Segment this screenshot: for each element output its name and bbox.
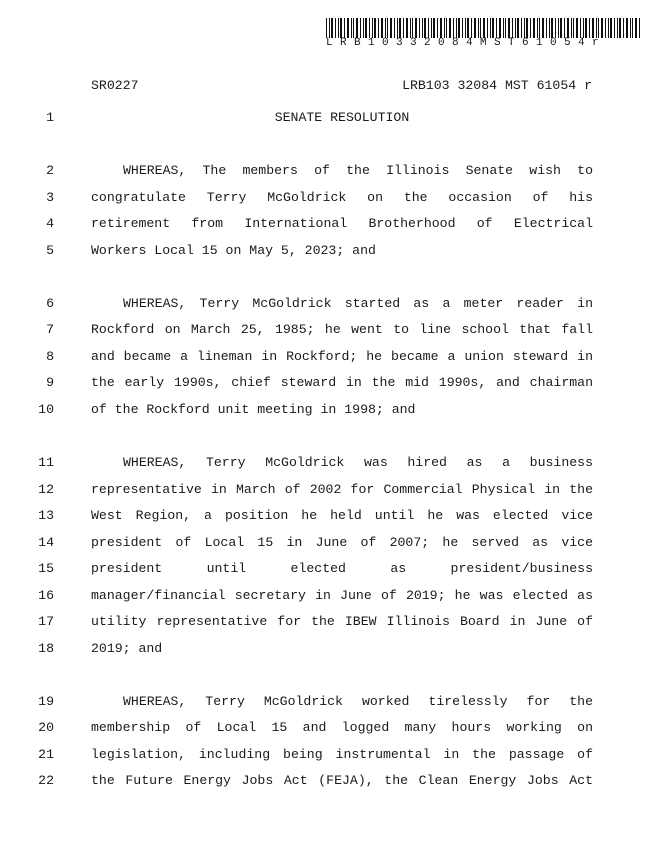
- text-line: president of Local 15 in June of 2007; he served as vice: [91, 535, 593, 550]
- text-line: congratulate Terry McGoldrick on the occasion of his: [91, 190, 593, 205]
- line-number: 7: [46, 322, 54, 337]
- line-number: 15: [38, 561, 54, 576]
- line-number: 6: [46, 296, 54, 311]
- text-line: WHEREAS, Terry McGoldrick worked tirelessly for the: [123, 694, 593, 709]
- text-line: retirement from International Brotherhood of Electrical: [91, 216, 593, 231]
- text-line: WHEREAS, The members of the Illinois Senate wish to: [123, 163, 593, 178]
- text-line: West Region, a position he held until he was elected vice: [91, 508, 593, 523]
- line-number: 5: [46, 243, 54, 258]
- line-number: 17: [38, 614, 54, 629]
- text-line: membership of Local 15 and logged many hours working on: [91, 720, 593, 735]
- text-line: WHEREAS, Terry McGoldrick was hired as a business: [123, 455, 593, 470]
- line-number: 3: [46, 190, 54, 205]
- text-line: the early 1990s, chief steward in the mid 1990s, and chairman: [91, 375, 593, 390]
- line-number: 9: [46, 375, 54, 390]
- line-number: 4: [46, 216, 54, 231]
- document-id: SR0227: [91, 78, 139, 93]
- text-line: president until elected as president/business: [91, 561, 593, 576]
- barcode-caption: LRB10332084MST61054r: [326, 37, 607, 49]
- text-line: and became a lineman in Rockford; he became a union steward in: [91, 349, 593, 364]
- line-number: 14: [38, 535, 54, 550]
- text-line: Workers Local 15 on May 5, 2023; and: [91, 243, 376, 258]
- text-line: WHEREAS, Terry McGoldrick started as a meter reader in: [123, 296, 593, 311]
- line-number: 11: [38, 455, 54, 470]
- line-number: 19: [38, 694, 54, 709]
- line-number: 13: [38, 508, 54, 523]
- line-number: 1: [46, 110, 54, 125]
- line-number: 2: [46, 163, 54, 178]
- text-line: 2019; and: [91, 641, 163, 656]
- line-number: 10: [38, 402, 54, 417]
- line-number: 22: [38, 773, 54, 788]
- line-number: 18: [38, 641, 54, 656]
- text-line: the Future Energy Jobs Act (FEJA), the Clean Energy Jobs Act: [91, 773, 593, 788]
- line-number: 12: [38, 482, 54, 497]
- line-number: 16: [38, 588, 54, 603]
- page-title: SENATE RESOLUTION: [274, 110, 410, 125]
- line-number: 21: [38, 747, 54, 762]
- text-line: Rockford on March 25, 1985; he went to line school that fall: [91, 322, 593, 337]
- text-line: manager/financial secretary in June of 2019; he was elected as: [91, 588, 593, 603]
- line-number: 8: [46, 349, 54, 364]
- lrb-number: LRB103 32084 MST 61054 r: [402, 78, 592, 93]
- text-line: of the Rockford unit meeting in 1998; and: [91, 402, 416, 417]
- text-line: legislation, including being instrumental in the passage of: [91, 747, 593, 762]
- line-number: 20: [38, 720, 54, 735]
- barcode-image: [326, 18, 640, 38]
- text-line: representative in March of 2002 for Commercial Physical in the: [91, 482, 593, 497]
- text-line: utility representative for the IBEW Illinois Board in June of: [91, 614, 593, 629]
